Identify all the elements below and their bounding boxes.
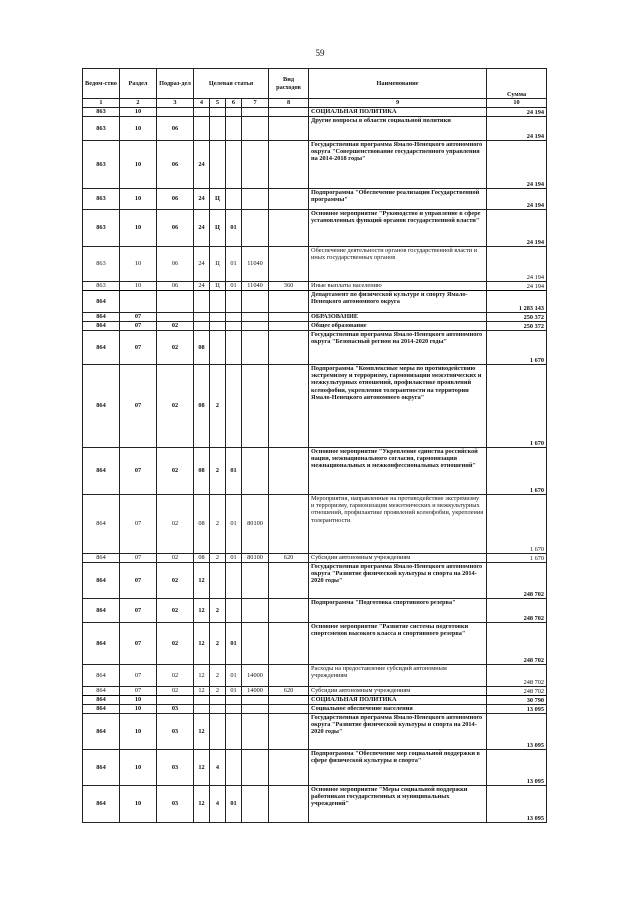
vedomstvo-cell: 864 [83,322,120,331]
header-tselevaya-statya: Целевая статья [194,69,269,99]
program-code-cell [194,117,210,141]
vedomstvo-cell: 864 [83,448,120,495]
subprogram-code-cell: 2 [210,554,226,563]
table-row [83,331,547,365]
subprogram-code-cell: 2 [210,495,226,554]
vedomstvo-cell: 864 [83,291,120,313]
header-podrazdel: Подраз-дел [157,69,194,99]
column-number: 6 [226,99,242,108]
razdel-cell: 10 [120,189,157,210]
sum-cell: 24 194 [487,117,547,141]
table-row [83,714,547,750]
expense-type-cell [269,322,309,331]
podrazdel-cell: 02 [157,665,194,687]
subprogram-code-cell: Ц [210,210,226,247]
direction-code-cell [242,210,269,247]
sum-cell: 24 194 [487,210,547,247]
name-cell: Обеспечение деятельности органов государственной власти и иных государственных органов [309,247,487,282]
column-number: 8 [269,99,309,108]
column-number: 2 [120,99,157,108]
direction-code-cell [242,141,269,189]
table-row [83,282,547,291]
name-cell: Государственная программа Ямало-Ненецкого автономного округа "Развитие физической культуры и спорта на 2014-2020 годы" [309,563,487,599]
podrazdel-cell: 03 [157,750,194,786]
event-code-cell [226,313,242,322]
program-code-cell: 12 [194,599,210,623]
event-code-cell: 01 [226,210,242,247]
sum-cell: 24 194 [487,108,547,117]
vedomstvo-cell: 863 [83,189,120,210]
vedomstvo-cell: 864 [83,786,120,823]
vedomstvo-cell: 863 [83,247,120,282]
vedomstvo-cell: 864 [83,365,120,448]
razdel-cell: 07 [120,554,157,563]
expense-type-cell [269,313,309,322]
table-row [83,563,547,599]
expense-type-cell [269,786,309,823]
razdel-cell: 10 [120,750,157,786]
direction-code-cell [242,563,269,599]
direction-code-cell [242,322,269,331]
vedomstvo-cell: 864 [83,313,120,322]
razdel-cell: 07 [120,599,157,623]
event-code-cell: 01 [226,247,242,282]
expense-type-cell [269,495,309,554]
header-razdel: Раздел [120,69,157,99]
subprogram-code-cell: Ц [210,247,226,282]
table-row [83,189,547,210]
name-cell: Социальное обеспечение населения [309,705,487,714]
program-code-cell: 24 [194,210,210,247]
direction-code-cell [242,714,269,750]
name-cell: Подпрограмма "Обеспечение реализации Государственной программы" [309,189,487,210]
subprogram-code-cell [210,291,226,313]
subprogram-code-cell: Ц [210,282,226,291]
razdel-cell: 07 [120,448,157,495]
name-cell: Другие вопросы в области социальной политики [309,117,487,141]
direction-code-cell [242,117,269,141]
header-naimenovanie: Наименование [309,69,487,99]
name-cell: Общее образование [309,322,487,331]
program-code-cell [194,108,210,117]
event-code-cell [226,750,242,786]
event-code-cell [226,108,242,117]
podrazdel-cell [157,696,194,705]
expense-type-cell [269,696,309,705]
vedomstvo-cell: 863 [83,282,120,291]
vedomstvo-cell: 864 [83,665,120,687]
table-row [83,750,547,786]
program-code-cell: 08 [194,365,210,448]
program-code-cell: 12 [194,786,210,823]
subprogram-code-cell: 2 [210,665,226,687]
vedomstvo-cell: 864 [83,696,120,705]
razdel-cell: 10 [120,117,157,141]
direction-code-cell [242,705,269,714]
podrazdel-cell: 02 [157,322,194,331]
podrazdel-cell: 02 [157,554,194,563]
vedomstvo-cell: 863 [83,117,120,141]
budget-table [82,68,547,823]
razdel-cell: 10 [120,714,157,750]
expense-type-cell [269,563,309,599]
razdel-cell: 07 [120,495,157,554]
table-row [83,210,547,247]
name-cell: Основное мероприятие "Укрепление единства российской нации, межнационального согласия, гармонизация межнациональных и межконфессиональных отношений" [309,448,487,495]
vedomstvo-cell: 864 [83,623,120,665]
subprogram-code-cell [210,331,226,365]
table-row [83,313,547,322]
subprogram-code-cell: 2 [210,448,226,495]
podrazdel-cell: 03 [157,705,194,714]
event-code-cell [226,291,242,313]
header-summa: Сумма [487,69,547,99]
razdel-cell: 10 [120,282,157,291]
table-row [83,554,547,563]
subprogram-code-cell [210,117,226,141]
program-code-cell: 24 [194,247,210,282]
podrazdel-cell: 02 [157,563,194,599]
razdel-cell: 07 [120,665,157,687]
direction-code-cell [242,786,269,823]
table-row [83,247,547,282]
program-code-cell [194,291,210,313]
event-code-cell: 01 [226,554,242,563]
direction-code-cell [242,696,269,705]
table-row [83,599,547,623]
vedomstvo-cell: 864 [83,331,120,365]
column-number: 3 [157,99,194,108]
event-code-cell: 01 [226,786,242,823]
direction-code-cell [242,750,269,786]
sum-cell: 250 372 [487,313,547,322]
table-row [83,705,547,714]
subprogram-code-cell: 4 [210,786,226,823]
name-cell: Мероприятия, направленные на противодействие экстремизму и терроризму, гармонизации межэтнических и межкультурных отношений, профилактике проявлений ксенофобии, укрепления толерантности [309,495,487,554]
event-code-cell [226,141,242,189]
expense-type-cell [269,331,309,365]
program-code-cell: 12 [194,665,210,687]
subprogram-code-cell [210,696,226,705]
sum-cell: 248 702 [487,665,547,687]
program-code-cell: 24 [194,141,210,189]
expense-type-cell: 360 [269,282,309,291]
event-code-cell [226,331,242,365]
column-number: 5 [210,99,226,108]
razdel-cell: 10 [120,108,157,117]
event-code-cell: 01 [226,687,242,696]
podrazdel-cell: 02 [157,599,194,623]
event-code-cell [226,189,242,210]
name-cell: Подпрограмма "Подготовка спортивного резерва" [309,599,487,623]
subprogram-code-cell [210,108,226,117]
name-cell: СОЦИАЛЬНАЯ ПОЛИТИКА [309,696,487,705]
expense-type-cell [269,750,309,786]
vedomstvo-cell: 863 [83,108,120,117]
program-code-cell: 24 [194,282,210,291]
podrazdel-cell: 02 [157,365,194,448]
column-number: 4 [194,99,210,108]
expense-type-cell [269,448,309,495]
column-number: 10 [487,99,547,108]
name-cell: Подпрограмма "Комплексные меры по противодействию экстремизму и терроризму, гармонизации межэтнических и межкультурных отношений, профилактике проявлений ксенофобии, укрепления толерантности на территории Ямало-Ненецкого автономного округа" [309,365,487,448]
event-code-cell [226,705,242,714]
sum-cell: 13 095 [487,714,547,750]
podrazdel-cell: 03 [157,714,194,750]
razdel-cell: 07 [120,563,157,599]
program-code-cell [194,313,210,322]
event-code-cell: 01 [226,282,242,291]
podrazdel-cell: 06 [157,247,194,282]
podrazdel-cell: 06 [157,117,194,141]
razdel-cell: 07 [120,313,157,322]
direction-code-cell [242,313,269,322]
direction-code-cell: 11040 [242,282,269,291]
program-code-cell: 24 [194,189,210,210]
program-code-cell: 08 [194,495,210,554]
direction-code-cell [242,365,269,448]
sum-cell: 13 095 [487,786,547,823]
direction-code-cell [242,108,269,117]
table-row [83,365,547,448]
table-row [83,786,547,823]
name-cell: Субсидии автономным учреждениям [309,554,487,563]
sum-cell: 1 670 [487,448,547,495]
expense-type-cell: 620 [269,554,309,563]
vedomstvo-cell: 864 [83,750,120,786]
program-code-cell [194,696,210,705]
direction-code-cell [242,189,269,210]
razdel-cell: 07 [120,322,157,331]
table-row [83,448,547,495]
page-number: 59 [315,48,325,58]
podrazdel-cell [157,291,194,313]
direction-code-cell [242,623,269,665]
name-cell: Государственная программа Ямало-Ненецкого автономного округа "Безопасный регион на 2014-2020 годы" [309,331,487,365]
program-code-cell: 08 [194,448,210,495]
razdel-cell: 10 [120,247,157,282]
column-number-row [83,99,547,108]
subprogram-code-cell [210,714,226,750]
sum-cell: 1 670 [487,365,547,448]
subprogram-code-cell [210,313,226,322]
podrazdel-cell: 06 [157,141,194,189]
sum-cell: 24 194 [487,141,547,189]
table-row [83,117,547,141]
expense-type-cell [269,365,309,448]
podrazdel-cell: 03 [157,786,194,823]
razdel-cell: 10 [120,696,157,705]
event-code-cell [226,714,242,750]
vedomstvo-cell: 864 [83,599,120,623]
podrazdel-cell: 02 [157,448,194,495]
direction-code-cell: 80100 [242,554,269,563]
name-cell: Подпрограмма "Обеспечение мер социальной поддержки в сфере физической культуры и спорта" [309,750,487,786]
name-cell: Иные выплаты населению [309,282,487,291]
sum-cell: 248 702 [487,623,547,665]
expense-type-cell [269,599,309,623]
name-cell: Расходы на предоставление субсидий автономным учреждениям [309,665,487,687]
event-code-cell [226,365,242,448]
sum-cell: 1 670 [487,554,547,563]
sum-cell: 24 194 [487,282,547,291]
expense-type-cell [269,665,309,687]
expense-type-cell [269,705,309,714]
table-row [83,322,547,331]
razdel-cell: 10 [120,210,157,247]
program-code-cell: 12 [194,623,210,665]
name-cell: Основное мероприятие "Меры социальной поддержки работникам государственных и муниципальных учреждений" [309,786,487,823]
program-code-cell [194,322,210,331]
vedomstvo-cell: 864 [83,495,120,554]
direction-code-cell: 11040 [242,247,269,282]
subprogram-code-cell [210,705,226,714]
table-row [83,141,547,189]
program-code-cell: 12 [194,687,210,696]
header-vedomstvo: Ведом-ство [83,69,120,99]
razdel-cell: 10 [120,705,157,714]
name-cell: Государственная программа Ямало-Ненецкого автономного округа "Развитие физической культуры и спорта на 2014-2020 годы" [309,714,487,750]
podrazdel-cell: 02 [157,331,194,365]
name-cell: ОБРАЗОВАНИЕ [309,313,487,322]
vedomstvo-cell: 864 [83,563,120,599]
name-cell: Департамент по физической культуре и спорту Ямало-Ненецкого автономного округа [309,291,487,313]
table-row [83,108,547,117]
event-code-cell [226,117,242,141]
table-row [83,623,547,665]
podrazdel-cell [157,313,194,322]
sum-cell: 13 095 [487,750,547,786]
name-cell: СОЦИАЛЬНАЯ ПОЛИТИКА [309,108,487,117]
event-code-cell: 01 [226,495,242,554]
header-vid-rashodov: Вид расходов [269,69,309,99]
expense-type-cell [269,108,309,117]
expense-type-cell [269,210,309,247]
razdel-cell: 07 [120,687,157,696]
vedomstvo-cell: 864 [83,687,120,696]
subprogram-code-cell: 2 [210,623,226,665]
expense-type-cell [269,623,309,665]
subprogram-code-cell: Ц [210,189,226,210]
column-number: 7 [242,99,269,108]
razdel-cell: 07 [120,623,157,665]
direction-code-cell [242,448,269,495]
expense-type-cell [269,141,309,189]
podrazdel-cell: 06 [157,282,194,291]
podrazdel-cell: 06 [157,189,194,210]
podrazdel-cell [157,108,194,117]
table-row [83,495,547,554]
subprogram-code-cell [210,141,226,189]
event-code-cell [226,696,242,705]
program-code-cell: 12 [194,750,210,786]
sum-cell: 248 702 [487,687,547,696]
sum-cell: 24 194 [487,247,547,282]
podrazdel-cell: 02 [157,687,194,696]
sum-cell: 1 283 143 [487,291,547,313]
sum-cell: 30 790 [487,696,547,705]
direction-code-cell: 80100 [242,495,269,554]
razdel-cell: 07 [120,331,157,365]
subprogram-code-cell: 2 [210,687,226,696]
vedomstvo-cell: 863 [83,210,120,247]
razdel-cell: 10 [120,786,157,823]
sum-cell: 13 095 [487,705,547,714]
sum-cell: 248 702 [487,599,547,623]
sum-cell: 248 702 [487,563,547,599]
name-cell: Государственная программа Ямало-Ненецкого автономного округа "Совершенствование государственного управления на 2014-2018 годы" [309,141,487,189]
podrazdel-cell: 02 [157,623,194,665]
podrazdel-cell: 02 [157,495,194,554]
expense-type-cell: 620 [269,687,309,696]
sum-cell: 24 194 [487,189,547,210]
name-cell: Основное мероприятие "Развитие системы подготовки спортсменов высокого класса и спортивного резерва" [309,623,487,665]
razdel-cell: 07 [120,365,157,448]
program-code-cell: 12 [194,563,210,599]
razdel-cell [120,291,157,313]
direction-code-cell [242,331,269,365]
subprogram-code-cell [210,322,226,331]
subprogram-code-cell [210,563,226,599]
column-number: 1 [83,99,120,108]
table-row [83,696,547,705]
vedomstvo-cell: 864 [83,714,120,750]
sum-cell: 1 670 [487,331,547,365]
podrazdel-cell: 06 [157,210,194,247]
sum-cell: 250 372 [487,322,547,331]
event-code-cell [226,599,242,623]
direction-code-cell [242,291,269,313]
column-number: 9 [309,99,487,108]
program-code-cell: 08 [194,331,210,365]
event-code-cell [226,563,242,599]
expense-type-cell [269,117,309,141]
program-code-cell: 08 [194,554,210,563]
table-row [83,291,547,313]
direction-code-cell [242,599,269,623]
direction-code-cell: 14000 [242,687,269,696]
program-code-cell: 12 [194,714,210,750]
direction-code-cell: 14000 [242,665,269,687]
subprogram-code-cell: 4 [210,750,226,786]
subprogram-code-cell: 2 [210,599,226,623]
subprogram-code-cell: 2 [210,365,226,448]
name-cell: Основное мероприятие "Руководство и управление в сфере установленных функций органов государственной власти" [309,210,487,247]
vedomstvo-cell: 863 [83,141,120,189]
event-code-cell: 01 [226,448,242,495]
name-cell: Субсидии автономным учреждениям [309,687,487,696]
expense-type-cell [269,189,309,210]
expense-type-cell [269,714,309,750]
expense-type-cell [269,291,309,313]
event-code-cell [226,322,242,331]
event-code-cell: 01 [226,623,242,665]
expense-type-cell [269,247,309,282]
vedomstvo-cell: 864 [83,705,120,714]
vedomstvo-cell: 864 [83,554,120,563]
event-code-cell: 01 [226,665,242,687]
table-row [83,687,547,696]
sum-cell: 1 670 [487,495,547,554]
program-code-cell [194,705,210,714]
razdel-cell: 10 [120,141,157,189]
table-row [83,665,547,687]
